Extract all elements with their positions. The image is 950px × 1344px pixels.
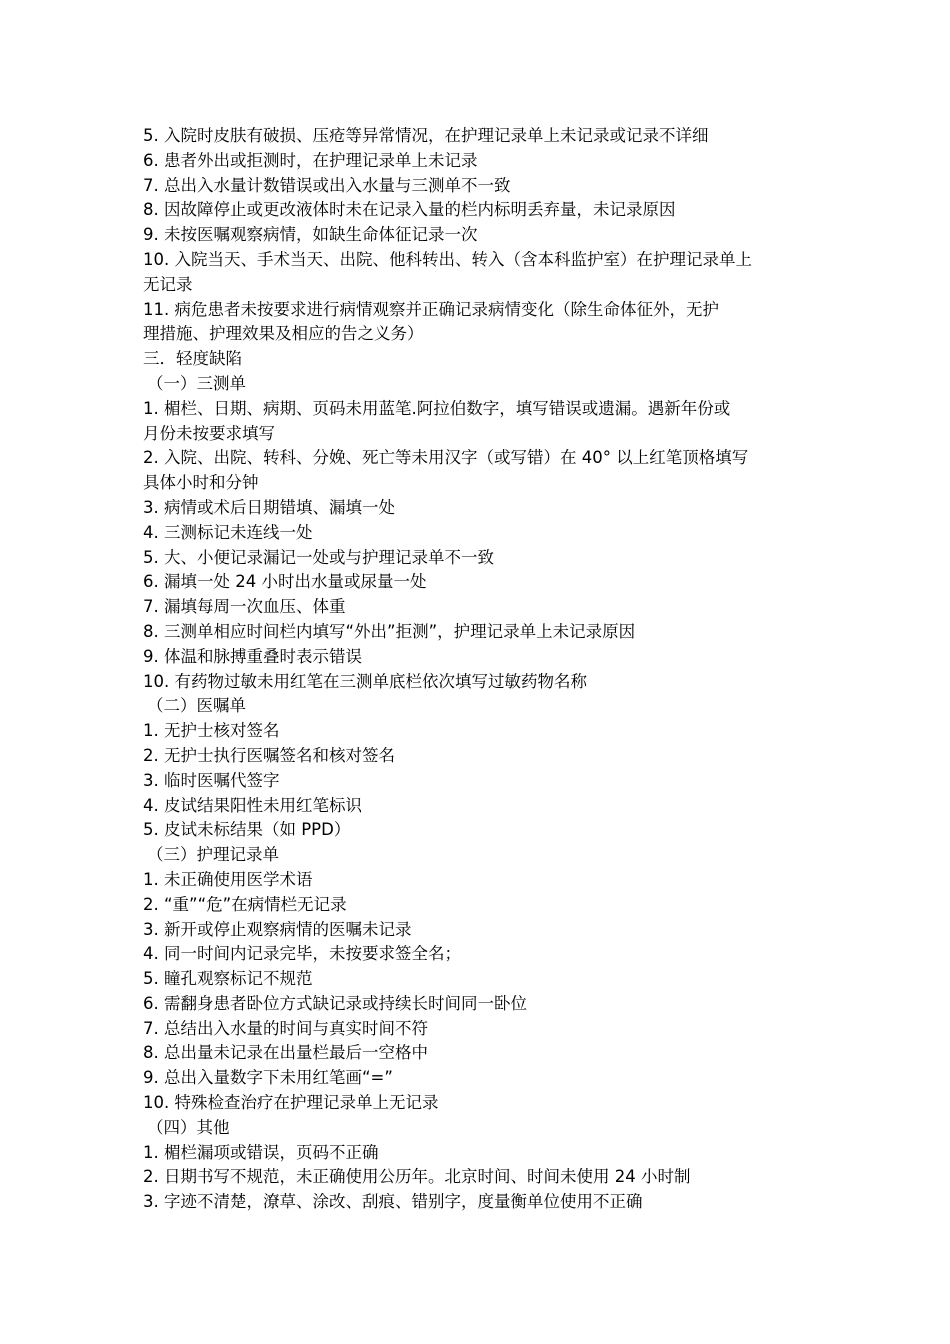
text-line: 1. 楣栏、日期、病期、页码未用蓝笔.阿拉伯数字，填写错误或遗漏。遇新年份或: [143, 398, 731, 418]
text-line: 8. 三测单相应时间栏内填写“外出”拒测”，护理记录单上未记录原因: [143, 621, 636, 641]
text-line: 9. 总出入量数字下未用红笔画“=”: [143, 1068, 393, 1088]
text-line: 9. 未按医嘱观察病情，如缺生命体征记录一次: [143, 225, 478, 245]
subsection-heading: （二）医嘱单: [147, 696, 246, 716]
text-line: 4. 皮试结果阳性未用红笔标识: [143, 795, 362, 815]
text-line: 4. 三测标记未连线一处: [143, 522, 313, 542]
text-line: 5. 皮试未标结果（如 PPD）: [143, 820, 351, 840]
text-line: 5. 入院时皮肤有破损、压疮等异常情况，在护理记录单上未记录或记录不详细: [143, 126, 709, 145]
section-heading: 三．轻度缺陷: [143, 349, 242, 369]
text-line: 7. 漏填每周一次血压、体重: [143, 597, 346, 617]
text-line: 10. 特殊检查治疗在护理记录单上无记录: [143, 1093, 439, 1113]
text-line: 5. 瞳孔观察标记不规范: [143, 969, 313, 989]
text-line: 5. 大、小便记录漏记一处或与护理记录单不一致: [143, 547, 494, 567]
text-line: 具体小时和分钟: [143, 473, 259, 493]
document-body: [143, 124, 813, 1215]
text-line: 9. 体温和脉搏重叠时表示错误: [143, 646, 362, 666]
text-line: 3. 临时医嘱代签字: [143, 770, 280, 790]
text-line: 6. 漏填一处 24 小时出水量或尿量一处: [143, 572, 427, 592]
text-line: 6. 需翻身患者卧位方式缺记录或持续长时间同一卧位: [143, 993, 527, 1013]
subsection-heading: （一）三测单: [147, 373, 246, 393]
text-line: 4. 同一时间内记录完毕，未按要求签全名；: [143, 944, 461, 964]
text-line: 2. 入院、出院、转科、分娩、死亡等未用汉字（或写错）在 40° 以上红笔顶格填写: [143, 448, 749, 468]
text-line: 2. 日期书写不规范，未正确使用公历年。北京时间、时间未使用 24 小时制: [143, 1167, 691, 1187]
text-line: 1. 楣栏漏项或错误，页码不正确: [143, 1142, 379, 1162]
text-line: 8. 因故障停止或更改液体时未在记录入量的栏内标明丢弃量，未记录原因: [143, 200, 676, 220]
subsection-heading: （三）护理记录单: [147, 845, 279, 865]
text-line: 6. 患者外出或拒测时，在护理记录单上未记录: [143, 150, 478, 170]
text-line: 7. 总结出入水量的时间与真实时间不符: [143, 1018, 428, 1038]
text-line: 10. 入院当天、手术当天、出院、他科转出、转入（含本科监护室）在护理记录单上: [143, 249, 752, 269]
subsection-heading: （四）其他: [147, 1117, 230, 1137]
text-line: 理措施、护理效果及相应的告之义务）: [143, 324, 424, 344]
text-line: 无记录: [143, 274, 193, 294]
text-line: 3. 病情或术后日期错填、漏填一处: [143, 497, 395, 517]
text-line: 1. 无护士核对签名: [143, 721, 280, 741]
text-line: 1. 未正确使用医学术语: [143, 869, 313, 889]
text-line: 8. 总出量未记录在出量栏最后一空格中: [143, 1043, 428, 1063]
text-line: 10. 有药物过敏未用红笔在三测单底栏依次填写过敏药物名称: [143, 671, 587, 691]
text-line: 3. 字迹不清楚，潦草、涂改、刮痕、错别字，度量衡单位使用不正确: [143, 1192, 643, 1212]
text-line: 7. 总出入水量计数错误或出入水量与三测单不一致: [143, 175, 511, 195]
text-line: 2. 无护士执行医嘱签名和核对签名: [143, 745, 395, 765]
text-line: 2. “重”“危”在病情栏无记录: [143, 894, 347, 914]
text-line: 11. 病危患者未按要求进行病情观察并正确记录病情变化（除生命体征外，无护: [143, 299, 719, 319]
text-line: 3. 新开或停止观察病情的医嘱未记录: [143, 919, 412, 939]
text-line: 月份未按要求填写: [143, 423, 275, 443]
